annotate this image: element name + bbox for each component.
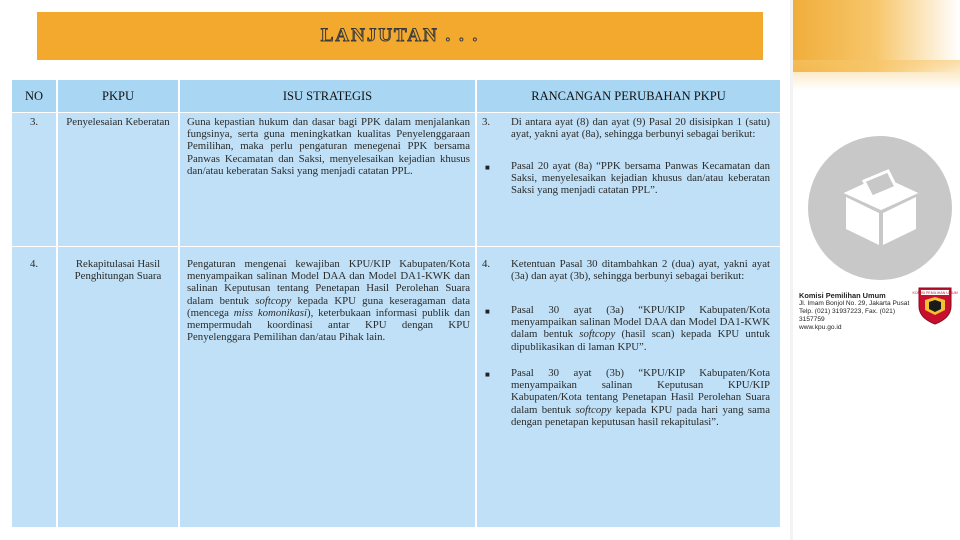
point-softcopy: softcopy	[579, 328, 616, 341]
row-3-rancangan-point: Pasal 20 ayat (8a) “PPK bersama Panwas Kecamatan dan Saksi, menyelesaikan kejadian khusus dan/atau keberatan Saksi yang menjadi catatan PPL”.	[511, 160, 770, 197]
isu-softcopy: softcopy	[255, 294, 292, 307]
point-text: Pasal 30 ayat (3a) “KPU/KIP Kabupaten/Kota menyampaikan salinan Model DAA dan Model DA1-KWK dalam bentuk	[511, 304, 770, 341]
header-no: NO	[24, 89, 44, 103]
isu-text: kepada KPU guna keseragaman data (mencega	[187, 294, 470, 319]
kpu-web: www.kpu.go.id	[799, 324, 842, 331]
square-bullet-icon: ■	[485, 163, 490, 172]
row-3-isu: Guna kepastian hukum dan dasar bagi PPK dalam menjalankan fungsinya, serta guna meningkatkan kualitas Penyelenggaraan Pemilihan, maka perlu pengaturan menegenai PPK bersama Panwas Kecamatan dan Saksi, menyelesaikan kejadian khusus dan/atau keberatan Saksi yang menjadi catatan PPL.	[187, 116, 470, 177]
page-title: LANJUTAN . . .	[320, 25, 480, 46]
col-divider	[475, 80, 477, 527]
row-4-rancangan-no: 4.	[482, 258, 491, 270]
row-4-rancangan-point-b	[511, 367, 770, 428]
col-divider	[56, 80, 58, 527]
row-4-no: 4.	[29, 258, 39, 270]
point-text: (hasil scan) kepada KPU untuk dipublikasikan di laman KPU”.	[511, 328, 771, 353]
point-softcopy: softcopy	[575, 403, 612, 416]
isu-text: ), keterbukaan informasi publik dan mempermudah koordinasi antar KPU dengan KPU Penyelenggara Pemilihan dan/atau Pihak lain.	[187, 306, 470, 344]
title-bar	[37, 12, 763, 60]
right-orange-fade	[790, 60, 960, 90]
emblem-text: KOMISI PEMILIHAN UMUM	[912, 291, 958, 295]
row-4-isu	[187, 258, 470, 343]
row-divider	[12, 246, 780, 247]
right-panel-edge	[790, 0, 793, 540]
row-4-rancangan-intro: Ketentuan Pasal 30 ditambahkan 2 (dua) ayat, yakni ayat (3a) dan ayat (3b), sehingga berbunyi sebagai berikut:	[511, 258, 770, 283]
row-3-rancangan-intro: Di antara ayat (8) dan ayat (9) Pasal 20 disisipkan 1 (satu) ayat, yakni ayat (8a), sehingga berbunyi sebagai berikut:	[511, 116, 770, 141]
kpu-phone: Telp. (021) 31937223, Fax. (021) 3157759	[799, 308, 896, 323]
col-divider	[178, 80, 180, 527]
isu-miss-komonikasi: miss komonikasi	[233, 306, 308, 319]
row-4-rancangan-point-a	[511, 304, 770, 353]
isu-text: Pengaturan mengenai kewajiban KPU/KIP Kabupaten/Kota menyampaikan salinan Model DAA dan Model DA1-KWK dan salinan Keputusan tentang Penetapan Hasil Perolehan Suara dalam bentuk	[187, 258, 470, 307]
kpu-name: Komisi Pemilihan Umum	[799, 291, 886, 300]
row-3-rancangan-no: 3.	[482, 116, 491, 128]
row-4-pkpu: Rekapitulasai Hasil Penghitungan Suara	[74, 258, 162, 283]
point-text: kepada KPU pada hari yang sama dengan penetapan keputusan hasil rekapitulasi”.	[511, 403, 770, 428]
kpu-emblem-icon	[912, 282, 958, 326]
row-3-pkpu: Penyelesaian Keberatan	[66, 116, 170, 128]
point-text: Pasal 30 ayat (3b) “KPU/KIP Kabupaten/Kota menyampaikan salinan Keputusan KPU/KIP Kabupaten/Kota tentang Penetapan Hasil Perolehan Suara dalam bentuk	[511, 367, 770, 416]
header-isu-strategis: ISU STRATEGIS	[282, 89, 373, 103]
kpu-contact-block	[799, 292, 914, 332]
header-rancangan: RANCANGAN PERUBAHAN PKPU	[531, 89, 726, 103]
square-bullet-icon: ■	[485, 307, 490, 316]
row-3-no: 3.	[29, 116, 39, 128]
ballot-box-icon	[838, 163, 924, 249]
kpu-address: Jl. Imam Bonjol No. 29, Jakarta Pusat	[799, 300, 910, 307]
square-bullet-icon: ■	[485, 370, 490, 379]
header-pkpu: PKPU	[102, 89, 134, 103]
row-divider	[12, 112, 780, 113]
